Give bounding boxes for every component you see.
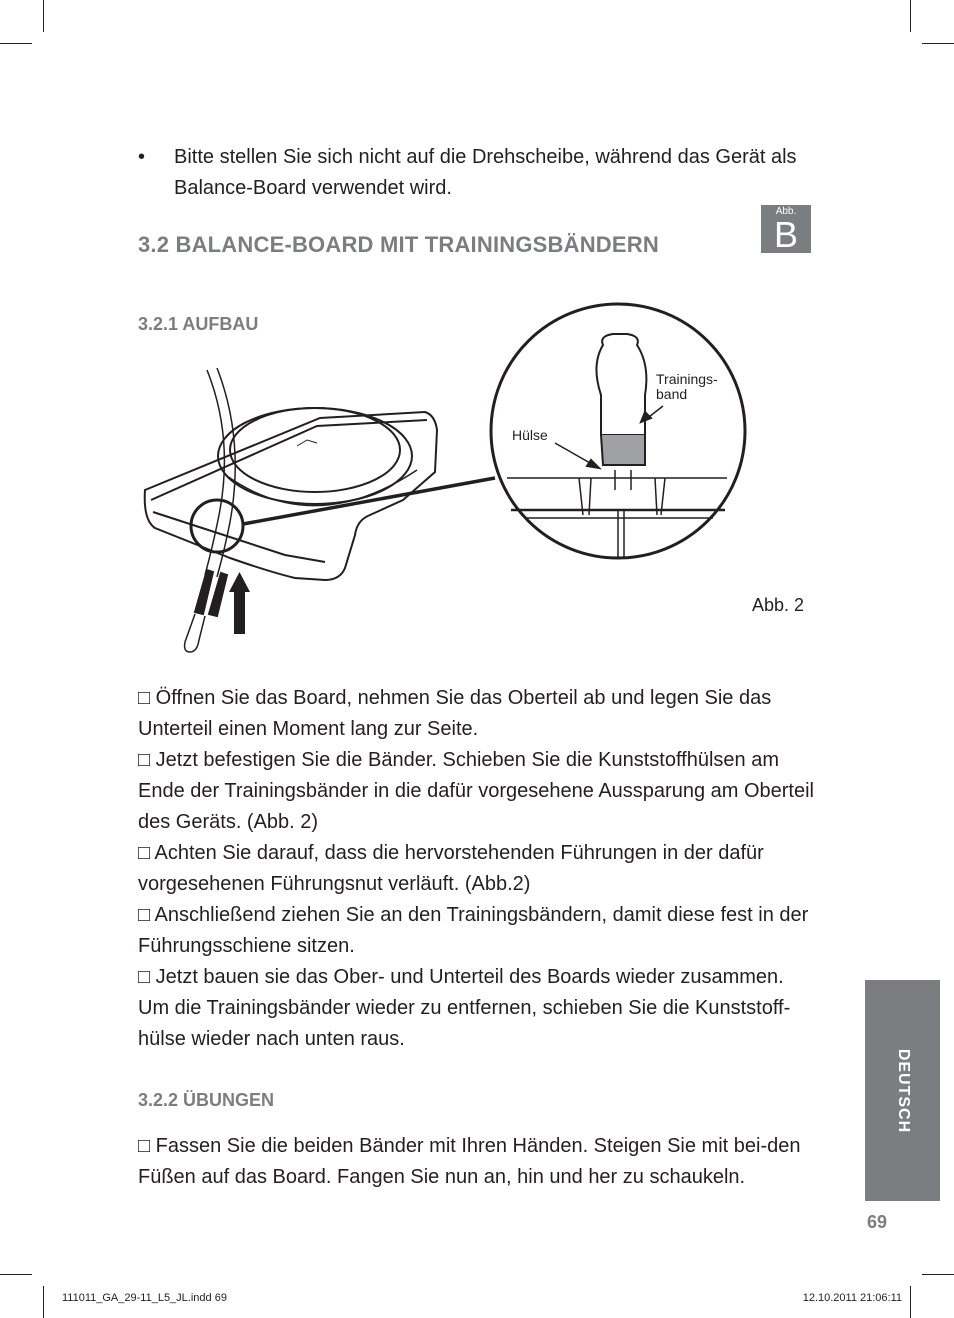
bullet-text: Bitte stellen Sie sich nicht auf die Drehscheibe, während das Gerät als Balance-Board verwendet wird. xyxy=(174,146,797,199)
step-1: □ Öffnen Sie das Board, nehmen Sie das Oberteil ab und legen Sie das Unterteil einen Moment lang zur Seite. xyxy=(138,687,772,740)
crop-mark xyxy=(910,0,911,32)
footer-timestamp: 12.10.2011 21:06:11 xyxy=(802,1292,902,1304)
section-title: 3.2 BALANCE-BOARD MIT TRAININGSBÄNDERN xyxy=(138,232,659,257)
step-3: □ Achten Sie darauf, dass die hervorstehenden Führungen in der dafür vorgesehenen Führungsnut verläuft. (Abb.2) xyxy=(138,842,764,895)
aufbau-title: 3.2.1 AUFBAU xyxy=(138,314,259,334)
crop-mark xyxy=(0,1274,32,1275)
assembly-figure xyxy=(135,300,775,670)
crop-mark xyxy=(43,1286,44,1318)
label-band-line1: Trainings- xyxy=(656,371,718,387)
page-number: 69 xyxy=(866,1212,888,1232)
uebungen-steps xyxy=(138,1131,818,1193)
exercise-step-1: □ Fassen Sie die beiden Bänder mit Ihren Händen. Steigen Sie mit bei-den Füßen auf das Board. Fangen Sie nun an, hin und her zu schaukeln. xyxy=(138,1135,801,1188)
label-huelse: Hülse xyxy=(512,427,548,443)
figure-caption: Abb. 2 xyxy=(752,595,805,615)
crop-mark xyxy=(922,1274,954,1275)
figure-badge-small: Abb. xyxy=(775,206,797,217)
step-2: □ Jetzt befestigen Sie die Bänder. Schieben Sie die Kunststoffhülsen am Ende der Trainingsbänder in die dafür vorgesehene Aussparung am Oberteil des Geräts. (Abb. 2) xyxy=(138,749,814,833)
crop-mark xyxy=(910,1286,911,1318)
crop-mark xyxy=(43,0,44,32)
figure-badge-letter: B xyxy=(773,214,798,255)
up-arrow xyxy=(234,590,245,634)
figure-badge xyxy=(761,205,811,253)
language-tab xyxy=(865,980,940,1201)
label-band-line2: band xyxy=(656,386,688,402)
uebungen-title: 3.2.2 ÜBUNGEN xyxy=(138,1090,275,1110)
step-4: □ Anschließend ziehen Sie an den Trainingsbändern, damit diese fest in der Führungsschiene sitzen. xyxy=(138,904,809,957)
bullet-symbol: • xyxy=(138,146,146,168)
crop-mark xyxy=(922,43,954,44)
crop-mark xyxy=(0,43,32,44)
step-5: □ Jetzt bauen sie das Ober- und Unterteil des Boards wieder zusammen. Um die Trainingsbänder wieder zu entfernen, schieben Sie die Kunststoff-hülse wieder nach unten raus. xyxy=(138,966,791,1050)
footer-file-info: 111011_GA_29-11_L5_JL.indd 69 xyxy=(62,1292,227,1304)
language-tab-label: DEUTSCH xyxy=(894,1048,912,1133)
board-illustration xyxy=(135,300,775,670)
aufbau-steps xyxy=(138,683,818,1055)
